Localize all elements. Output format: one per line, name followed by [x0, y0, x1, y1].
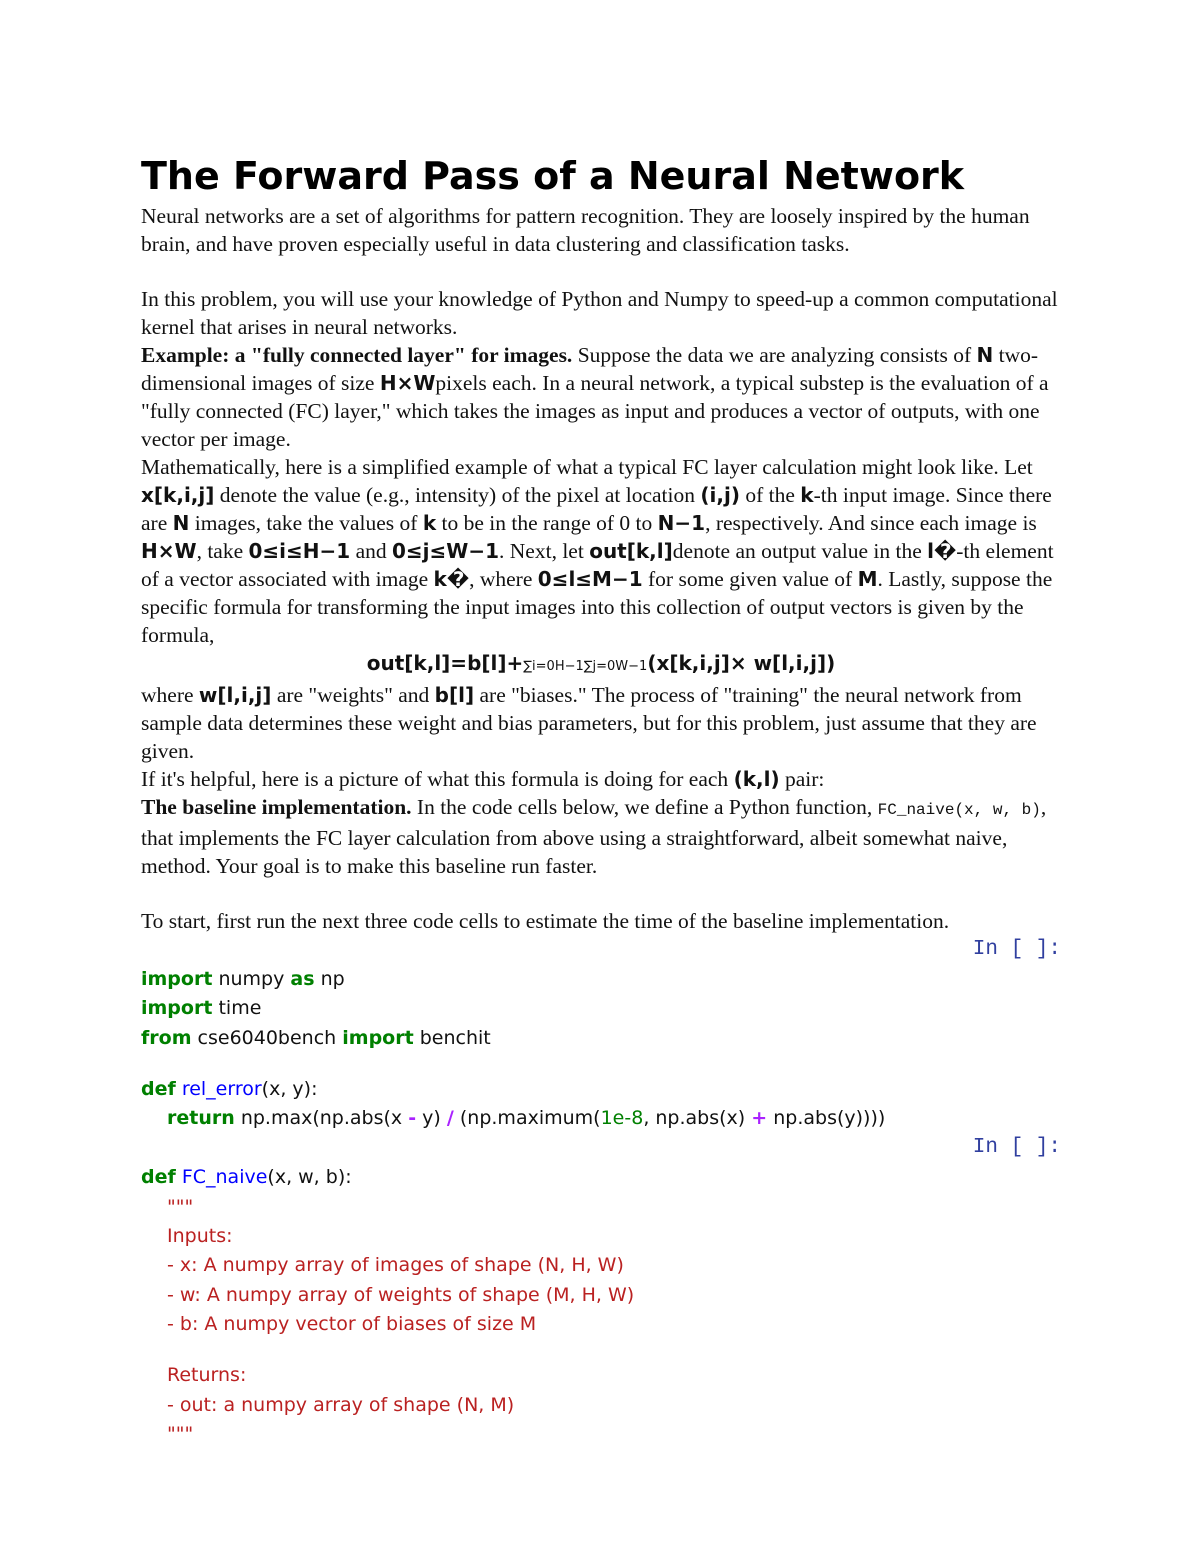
example-paragraph — [141, 341, 1061, 453]
keyword: import — [141, 968, 213, 990]
baseline-text: In the code cells below, we define a Python function, — [416, 795, 873, 819]
math-k: k — [422, 511, 437, 535]
operator: - — [408, 1107, 417, 1130]
math-out-kl: out[k,l] — [589, 539, 673, 563]
number-literal: 1e-8 — [600, 1107, 644, 1130]
weights-text: where — [141, 683, 194, 707]
math-l-range: 0≤l≤M−1 — [537, 567, 643, 591]
math-text: Mathematically, here is a simplified example of what a typical FC layer calculation might look like. Let — [141, 455, 1033, 479]
math-text: , respectively. And since each image is — [705, 511, 1037, 535]
code-text: np.abs(y)))) — [773, 1107, 886, 1130]
math-M: M — [857, 567, 878, 591]
math-text: images, take the values of — [194, 511, 418, 535]
intro-paragraph: Neural networks are a set of algorithms for pattern recognition. They are loosely inspired by the human brain, and have proven especially useful in data clustering and classification tasks. — [141, 204, 1030, 256]
keyword: return — [167, 1107, 235, 1130]
fc-naive-inline-code: FC_naive(x, w, b) — [877, 801, 1041, 819]
code-line — [141, 965, 1061, 994]
formula-sum-j: ∑j=0W−1 — [583, 659, 648, 674]
code-line — [141, 1104, 1061, 1133]
operator: + — [751, 1107, 768, 1130]
math-HxW: H×W — [379, 371, 436, 395]
keyword: def — [141, 1077, 176, 1100]
math-text: -th input image. Since there are — [141, 483, 1052, 535]
example-text-2: two-dimensional images of size — [141, 343, 1039, 395]
code-line — [141, 1163, 1061, 1192]
math-text: . Next, let — [499, 539, 584, 563]
math-N: N — [976, 343, 994, 367]
docstring-line: Inputs: — [167, 1225, 233, 1248]
code-text: , np.abs(x) — [643, 1107, 746, 1130]
docstring-line: - out: a numpy array of shape (N, M) — [167, 1393, 515, 1416]
math-text: -th element of a vector associated with image — [141, 539, 1054, 591]
code-line — [141, 994, 1061, 1023]
math-kl: (k,l) — [733, 767, 780, 791]
weights-text: are "weights" and — [276, 683, 430, 707]
math-ij: (i,j) — [700, 483, 740, 507]
math-paragraph — [141, 453, 1061, 649]
fc-formula — [141, 649, 1061, 681]
document-page — [141, 150, 1061, 1449]
function-name: rel_error — [181, 1077, 262, 1100]
math-text: , where — [469, 567, 533, 591]
math-text: . Lastly, suppose the specific formula for transforming the input images into this collection of output vectors is given by the formula, — [141, 567, 1053, 647]
math-text: of the — [745, 483, 795, 507]
keyword: import — [141, 997, 213, 1020]
math-b: b[l] — [434, 683, 475, 707]
problem-paragraph: In this problem, you will use your knowledge of Python and Numpy to speed-up a common computational kernel that arises in neural networks. — [141, 287, 1058, 339]
cell-prompt: In [ ]: — [972, 1136, 1061, 1160]
math-k: k — [800, 483, 814, 507]
math-text: denote the value (e.g., intensity) of the pixel at location — [219, 483, 696, 507]
math-text: , take — [196, 539, 244, 563]
code-cell-imports[interactable] — [141, 965, 1061, 1133]
code-line — [141, 1024, 1061, 1053]
math-text: denote an output value in the — [672, 539, 922, 563]
formula-sum-i: ∑i=0H−1 — [523, 659, 584, 674]
cell-prompt: In [ ]: — [972, 938, 1061, 961]
code-text: y) — [422, 1107, 441, 1130]
math-k: k� — [433, 567, 470, 591]
module-name: time — [218, 997, 262, 1020]
baseline-text: , that implements the FC layer calculation from above using a straightforward, albeit somewhat naive, method. Your goal is to make this baseline run faster. — [141, 795, 1047, 878]
function-name: FC_naive — [181, 1166, 268, 1189]
keyword: def — [141, 1166, 176, 1189]
keyword: from — [141, 1026, 192, 1049]
code-cell-fc-naive[interactable] — [141, 1163, 1061, 1449]
math-HxW: H×W — [141, 539, 197, 563]
operator: / — [446, 1107, 454, 1130]
math-text: to be in the range of 0 to — [441, 511, 653, 535]
docstring-delimiter: """ — [167, 1422, 194, 1445]
code-text: (np.maximum( — [459, 1107, 601, 1130]
baseline-heading: The baseline implementation. — [141, 795, 412, 819]
baseline-paragraph — [141, 793, 1061, 880]
module-name: cse6040bench — [197, 1026, 337, 1049]
docstring-line: - x: A numpy array of images of shape (N, H, W) — [167, 1254, 624, 1277]
math-N-minus-1: N−1 — [657, 511, 706, 535]
function-args: (x, w, b): — [267, 1166, 352, 1189]
code-line — [141, 1075, 1061, 1104]
picture-paragraph — [141, 765, 1061, 793]
page-title: The Forward Pass of a Neural Network — [141, 154, 965, 198]
weights-paragraph — [141, 681, 1061, 765]
formula-lhs: out[k,l]=b[l]+ — [366, 651, 524, 675]
math-j-range: 0≤j≤W−1 — [392, 539, 500, 563]
example-text-3: pixels each. In a neural network, a typical substep is the evaluation of a "fully connected (FC) layer," which takes the images as input and produces a vector of outputs, with one vector per image. — [141, 371, 1049, 451]
start-paragraph: To start, first run the next three code cells to estimate the time of the baseline implementation. — [141, 909, 950, 933]
math-x-kij: x[k,i,j] — [141, 483, 215, 507]
math-l: l� — [927, 539, 957, 563]
module-name: numpy — [218, 968, 285, 990]
picture-text: If it's helpful, here is a picture of what this formula is doing for each — [141, 767, 729, 791]
example-text-1: Suppose the data we are analyzing consists of — [577, 343, 972, 367]
function-args: (x, y): — [261, 1077, 318, 1100]
math-w: w[l,i,j] — [198, 683, 272, 707]
math-N: N — [172, 511, 190, 535]
alias-name: np — [320, 968, 345, 990]
math-i-range: 0≤i≤H−1 — [248, 539, 351, 563]
example-heading: Example: a "fully connected layer" for images. — [141, 343, 573, 367]
keyword: as — [290, 968, 315, 990]
picture-text: pair: — [784, 767, 825, 791]
docstring-line: Returns: — [167, 1364, 247, 1387]
math-text: and — [355, 539, 387, 563]
math-text: for some given value of — [648, 567, 853, 591]
weights-text: are "biases." The process of "training" the neural network from sample data determines these weight and bias parameters, but for this problem, just assume that they are given. — [141, 683, 1037, 763]
docstring-line: - w: A numpy array of weights of shape (M, H, W) — [167, 1283, 635, 1306]
docstring-delimiter: """ — [167, 1195, 194, 1218]
code-text: np.max(np.abs(x — [240, 1107, 403, 1130]
import-name: benchit — [419, 1026, 491, 1049]
formula-rhs: (x[k,i,j]× w[l,i,j]) — [647, 651, 836, 675]
docstring-line: - b: A numpy vector of biases of size M — [167, 1312, 537, 1335]
keyword: import — [342, 1026, 414, 1049]
